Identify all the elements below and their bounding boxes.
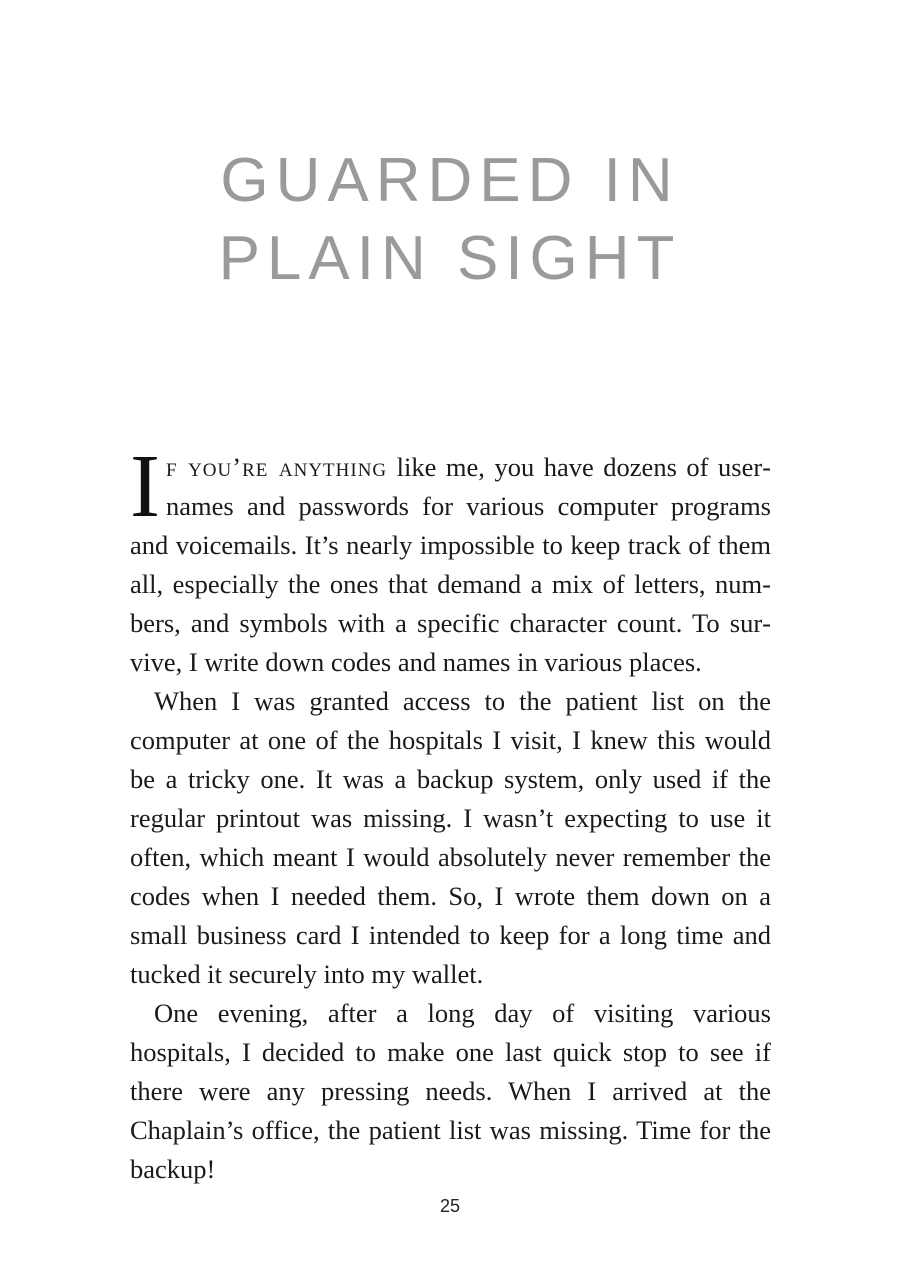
- page-number: 25: [439, 1196, 461, 1216]
- paragraph-3: One evening, after a long day of visiting various hospitals, I decided to make one last quick stop to see if there were any pressing needs. When I arrived at the Chaplain’s office, the patient list was missing. Time for the backup!: [130, 998, 771, 1184]
- paragraph-2: When I was granted access to the patient list on the computer at one of the hospitals I visit, I knew this would be a tricky one. It was a backup system, only used if the regular printout was missing. I wasn’t expecting to use it often, which meant I would absolutely never remember the codes when I needed them. So, I wrote them down on a small business card I intended to keep for a long time and tucked it securely into my wallet.: [130, 686, 771, 989]
- drop-cap: I: [130, 437, 160, 536]
- body-text: [130, 437, 771, 1189]
- chapter-title-line-1: GUARDED IN: [220, 146, 680, 215]
- chapter-title-line-2: PLAIN SIGHT: [218, 224, 682, 293]
- chapter-title: [0, 142, 900, 298]
- paragraph-1-text: like me, you have dozens of usernames and passwords for various computer programs and voicemails. It’s nearly impossible to keep track of them all, especially the ones that demand a mix of letters, numbers, and symbols with a specific character count. To survive, I write down codes and names in various places.: [130, 452, 771, 677]
- small-caps-lead: f you’re anything: [165, 452, 388, 482]
- paragraph-1: [130, 437, 771, 682]
